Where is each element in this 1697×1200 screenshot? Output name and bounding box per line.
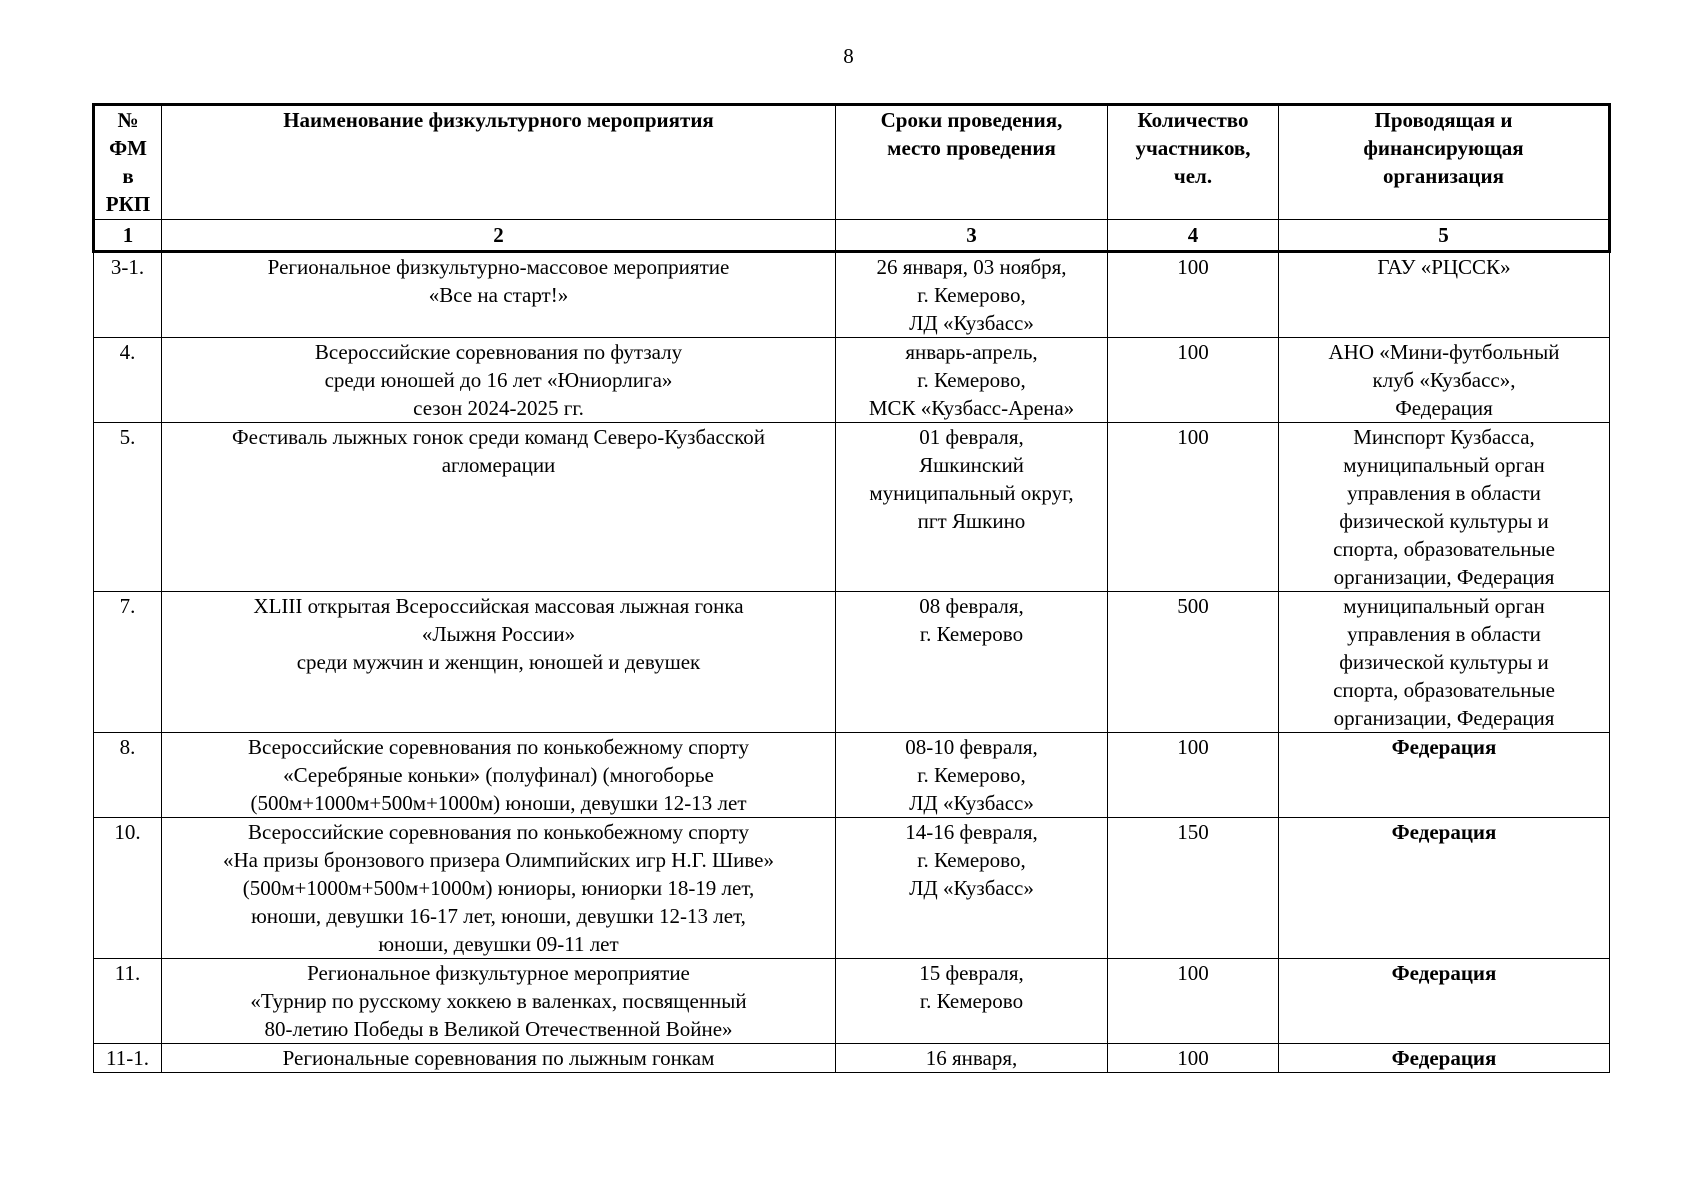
header-organization: Проводящая и финансирующая организация (1279, 105, 1610, 220)
column-number: 4 (1108, 220, 1279, 252)
cell-number: 7. (94, 592, 162, 733)
cell-event-name: Всероссийские соревнования по конькобежному спорту «Серебряные коньки» (полуфинал) (многоборье (500м+1000м+500м+1000м) юноши, девушки 12-13 лет (162, 733, 836, 818)
cell-number: 10. (94, 818, 162, 959)
table-row (94, 338, 1610, 423)
cell-organization: АНО «Мини-футбольный клуб «Кузбасс», Федерация (1279, 338, 1610, 423)
page-number: 8 (843, 44, 854, 68)
cell-organization: Федерация (1279, 818, 1610, 959)
cell-dates-place: 08-10 февраля, г. Кемерово, ЛД «Кузбасс» (836, 733, 1108, 818)
cell-participants: 100 (1108, 252, 1279, 338)
cell-participants: 500 (1108, 592, 1279, 733)
cell-event-name: Региональные соревнования по лыжным гонкам (162, 1044, 836, 1073)
cell-event-name: Фестиваль лыжных гонок среди команд Северо-Кузбасской агломерации (162, 423, 836, 592)
cell-event-name: Всероссийские соревнования по футзалу среди юношей до 16 лет «Юниорлига» сезон 2024-2025 гг. (162, 338, 836, 423)
column-number: 2 (162, 220, 836, 252)
column-number: 1 (94, 220, 162, 252)
table-header-row (94, 105, 1610, 220)
cell-organization: Федерация (1279, 959, 1610, 1044)
cell-dates-place: 01 февраля, Яшкинский муниципальный округ, пгт Яшкино (836, 423, 1108, 592)
cell-number: 11-1. (94, 1044, 162, 1073)
cell-dates-place: 15 февраля, г. Кемерово (836, 959, 1108, 1044)
cell-event-name: Всероссийские соревнования по конькобежному спорту «На призы бронзового призера Олимпийских игр Н.Г. Шиве» (500м+1000м+500м+1000м) юниоры, юниорки 18-19 лет, юноши, девушки 16-17 лет, юноши, девушки 12-13 лет, юноши, девушки 09-11 лет (162, 818, 836, 959)
table-row (94, 959, 1610, 1044)
header-participants: Количество участников, чел. (1108, 105, 1279, 220)
cell-event-name: XLIII открытая Всероссийская массовая лыжная гонка «Лыжня России» среди мужчин и женщин, юношей и девушек (162, 592, 836, 733)
cell-number: 3-1. (94, 252, 162, 338)
table-row (94, 818, 1610, 959)
cell-event-name: Региональное физкультурное мероприятие «Турнир по русскому хоккею в валенках, посвященный 80-летию Победы в Великой Отечественной Войне» (162, 959, 836, 1044)
table-row (94, 252, 1610, 338)
cell-organization: ГАУ «РЦССК» (1279, 252, 1610, 338)
cell-organization: Федерация (1279, 733, 1610, 818)
events-table (92, 103, 1611, 1073)
header-dates-place: Сроки проведения, место проведения (836, 105, 1108, 220)
header-event-name: Наименование физкультурного мероприятия (162, 105, 836, 220)
column-number: 3 (836, 220, 1108, 252)
cell-participants: 100 (1108, 338, 1279, 423)
cell-participants: 100 (1108, 423, 1279, 592)
cell-participants: 100 (1108, 1044, 1279, 1073)
cell-participants: 100 (1108, 733, 1279, 818)
table-row (94, 423, 1610, 592)
cell-dates-place: 26 января, 03 ноября, г. Кемерово, ЛД «Кузбасс» (836, 252, 1108, 338)
header-number: № ФМ в РКП (94, 105, 162, 220)
cell-dates-place: 16 января, (836, 1044, 1108, 1073)
cell-dates-place: 08 февраля, г. Кемерово (836, 592, 1108, 733)
cell-event-name: Региональное физкультурно-массовое мероприятие «Все на старт!» (162, 252, 836, 338)
cell-number: 8. (94, 733, 162, 818)
cell-organization: Минспорт Кузбасса, муниципальный орган управления в области физической культуры и спорта, образовательные организации, Федерация (1279, 423, 1610, 592)
cell-number: 11. (94, 959, 162, 1044)
cell-organization: муниципальный орган управления в области физической культуры и спорта, образовательные организации, Федерация (1279, 592, 1610, 733)
column-number: 5 (1279, 220, 1610, 252)
table-row (94, 1044, 1610, 1073)
table-row (94, 733, 1610, 818)
cell-participants: 150 (1108, 818, 1279, 959)
cell-organization: Федерация (1279, 1044, 1610, 1073)
cell-dates-place: 14-16 февраля, г. Кемерово, ЛД «Кузбасс» (836, 818, 1108, 959)
table-row (94, 592, 1610, 733)
cell-number: 5. (94, 423, 162, 592)
cell-dates-place: январь-апрель, г. Кемерово, МСК «Кузбасс-Арена» (836, 338, 1108, 423)
column-number-row (94, 220, 1610, 252)
cell-number: 4. (94, 338, 162, 423)
cell-participants: 100 (1108, 959, 1279, 1044)
